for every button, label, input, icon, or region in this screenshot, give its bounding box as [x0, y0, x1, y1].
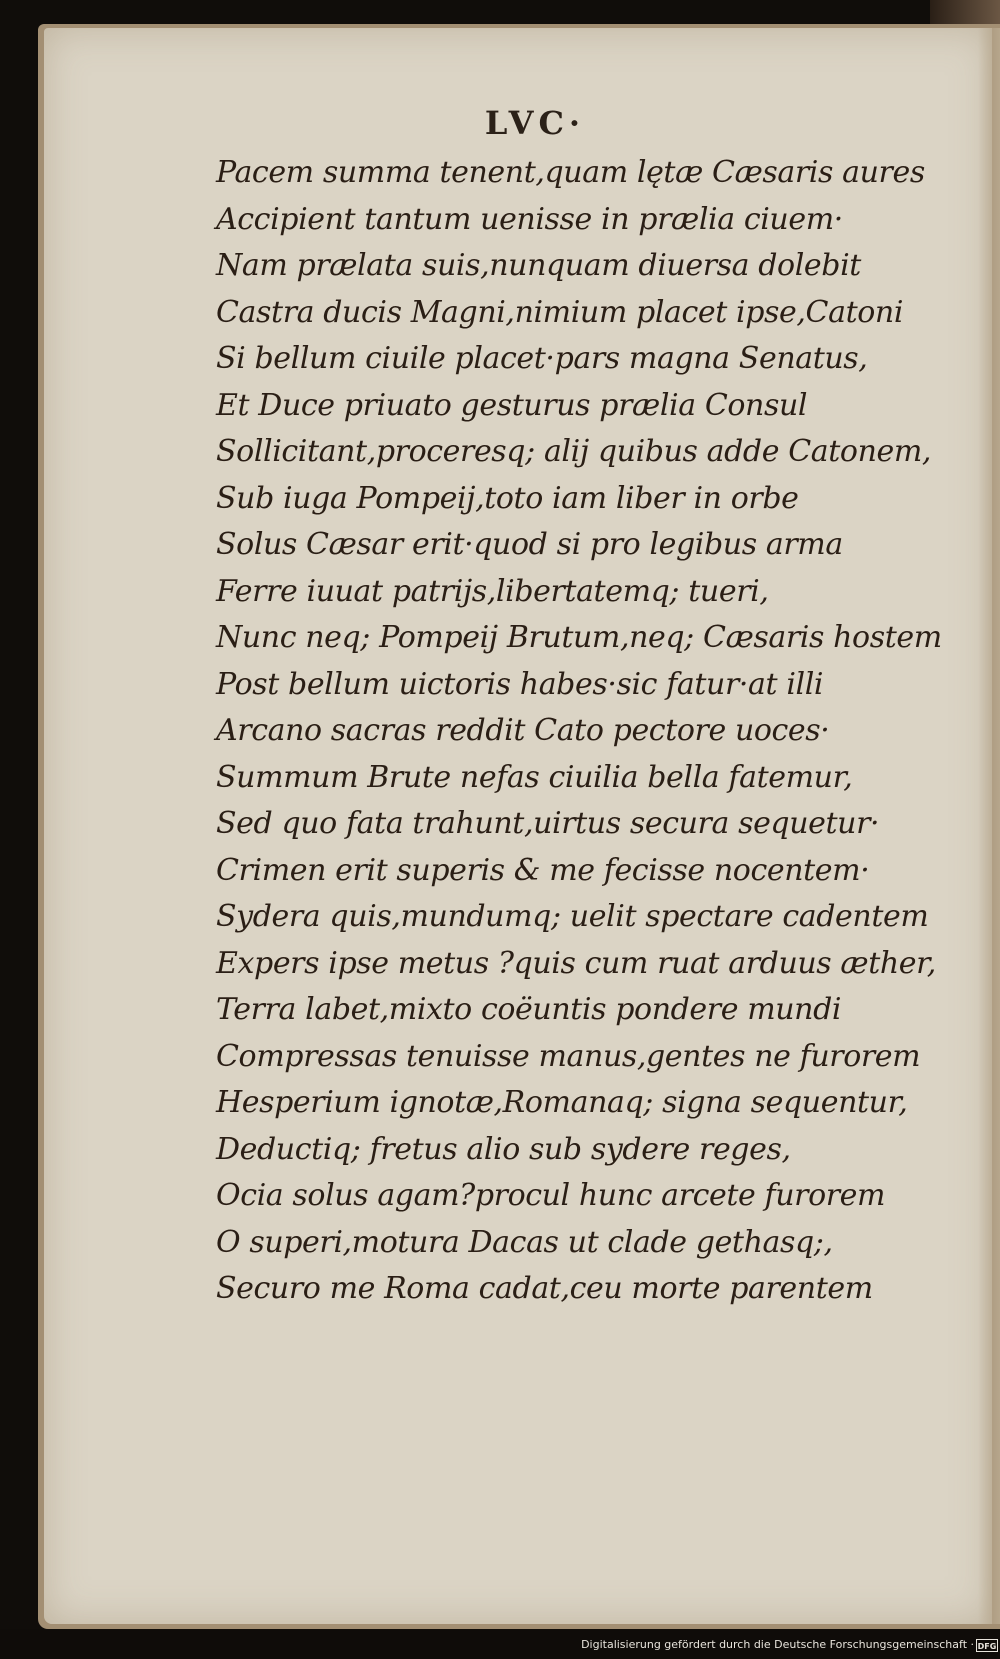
verse-line: Terra labet,mixto coëuntis pondere mundi	[216, 992, 842, 1027]
verse-line: Pacem summa tenent,quam lętæ Cæsaris aures	[216, 155, 925, 190]
verse-line: Expers ipse metus ?quis cum ruat arduus æther,	[216, 945, 936, 981]
verse-line: Nam prælata suis,nunquam diuersa dolebit	[216, 248, 861, 283]
verse-line: Castra ducis Magni,nimium placet ipse,Catoni	[216, 294, 904, 330]
verse-line: Sub iuga Pompeij,toto iam liber in orbe	[216, 480, 799, 516]
verse-block	[216, 150, 986, 1313]
verse-line: Ocia solus agam?procul hunc arcete furorem	[216, 1178, 886, 1213]
verse-line: Accipient tantum uenisse in prælia ciuem·	[216, 201, 843, 237]
verse-line: Et Duce priuato gesturus prælia Consul	[216, 387, 808, 423]
verse-line: Ferre iuuat patrijs,libertatemq; tueri,	[216, 573, 769, 609]
running-title: LVC·	[484, 104, 586, 142]
verse-line: Deductiq; fretus alio sub sydere reges,	[216, 1131, 791, 1167]
verse-line: Crimen erit superis & me fecisse nocentem·	[216, 852, 870, 888]
verse-line: Si bellum ciuile placet·pars magna Senatus,	[216, 341, 868, 376]
verse-line: Nunc neq; Pompeij Brutum,neq; Cæsaris hostem	[216, 620, 942, 655]
book-binding-edge	[930, 0, 1000, 26]
dfg-logo: DFG	[976, 1639, 998, 1652]
verse-line: Securo me Roma cadat,ceu morte parentem	[216, 1271, 873, 1306]
verse-line: Summum Brute nefas ciuilia bella fatemur,	[216, 759, 853, 795]
verse-line: Solus Cæsar erit·quod si pro legibus arma	[216, 527, 843, 562]
verse-line: Post bellum uictoris habes·sic fatur·at illi	[216, 666, 824, 702]
verse-line: O superi,motura Dacas ut clade gethasq;,	[216, 1224, 833, 1260]
verse-line: Hesperium ignotæ,Romanaq; signa sequentur,	[216, 1085, 908, 1120]
digitization-credit: Digitalisierung gefördert durch die Deutsche Forschungsgemeinschaft ·	[581, 1638, 974, 1651]
verse-line: Sed quo fata trahunt,uirtus secura sequetur·	[216, 806, 880, 841]
verse-line: Sydera quis,mundumq; uelit spectare cadentem	[216, 899, 929, 934]
verse-line: Compressas tenuisse manus,gentes ne furorem	[216, 1038, 921, 1074]
verse-line: Arcano sacras reddit Cato pectore uoces·	[216, 713, 830, 748]
verse-line: Sollicitant,proceresq; alij quibus adde Catonem,	[216, 434, 932, 469]
